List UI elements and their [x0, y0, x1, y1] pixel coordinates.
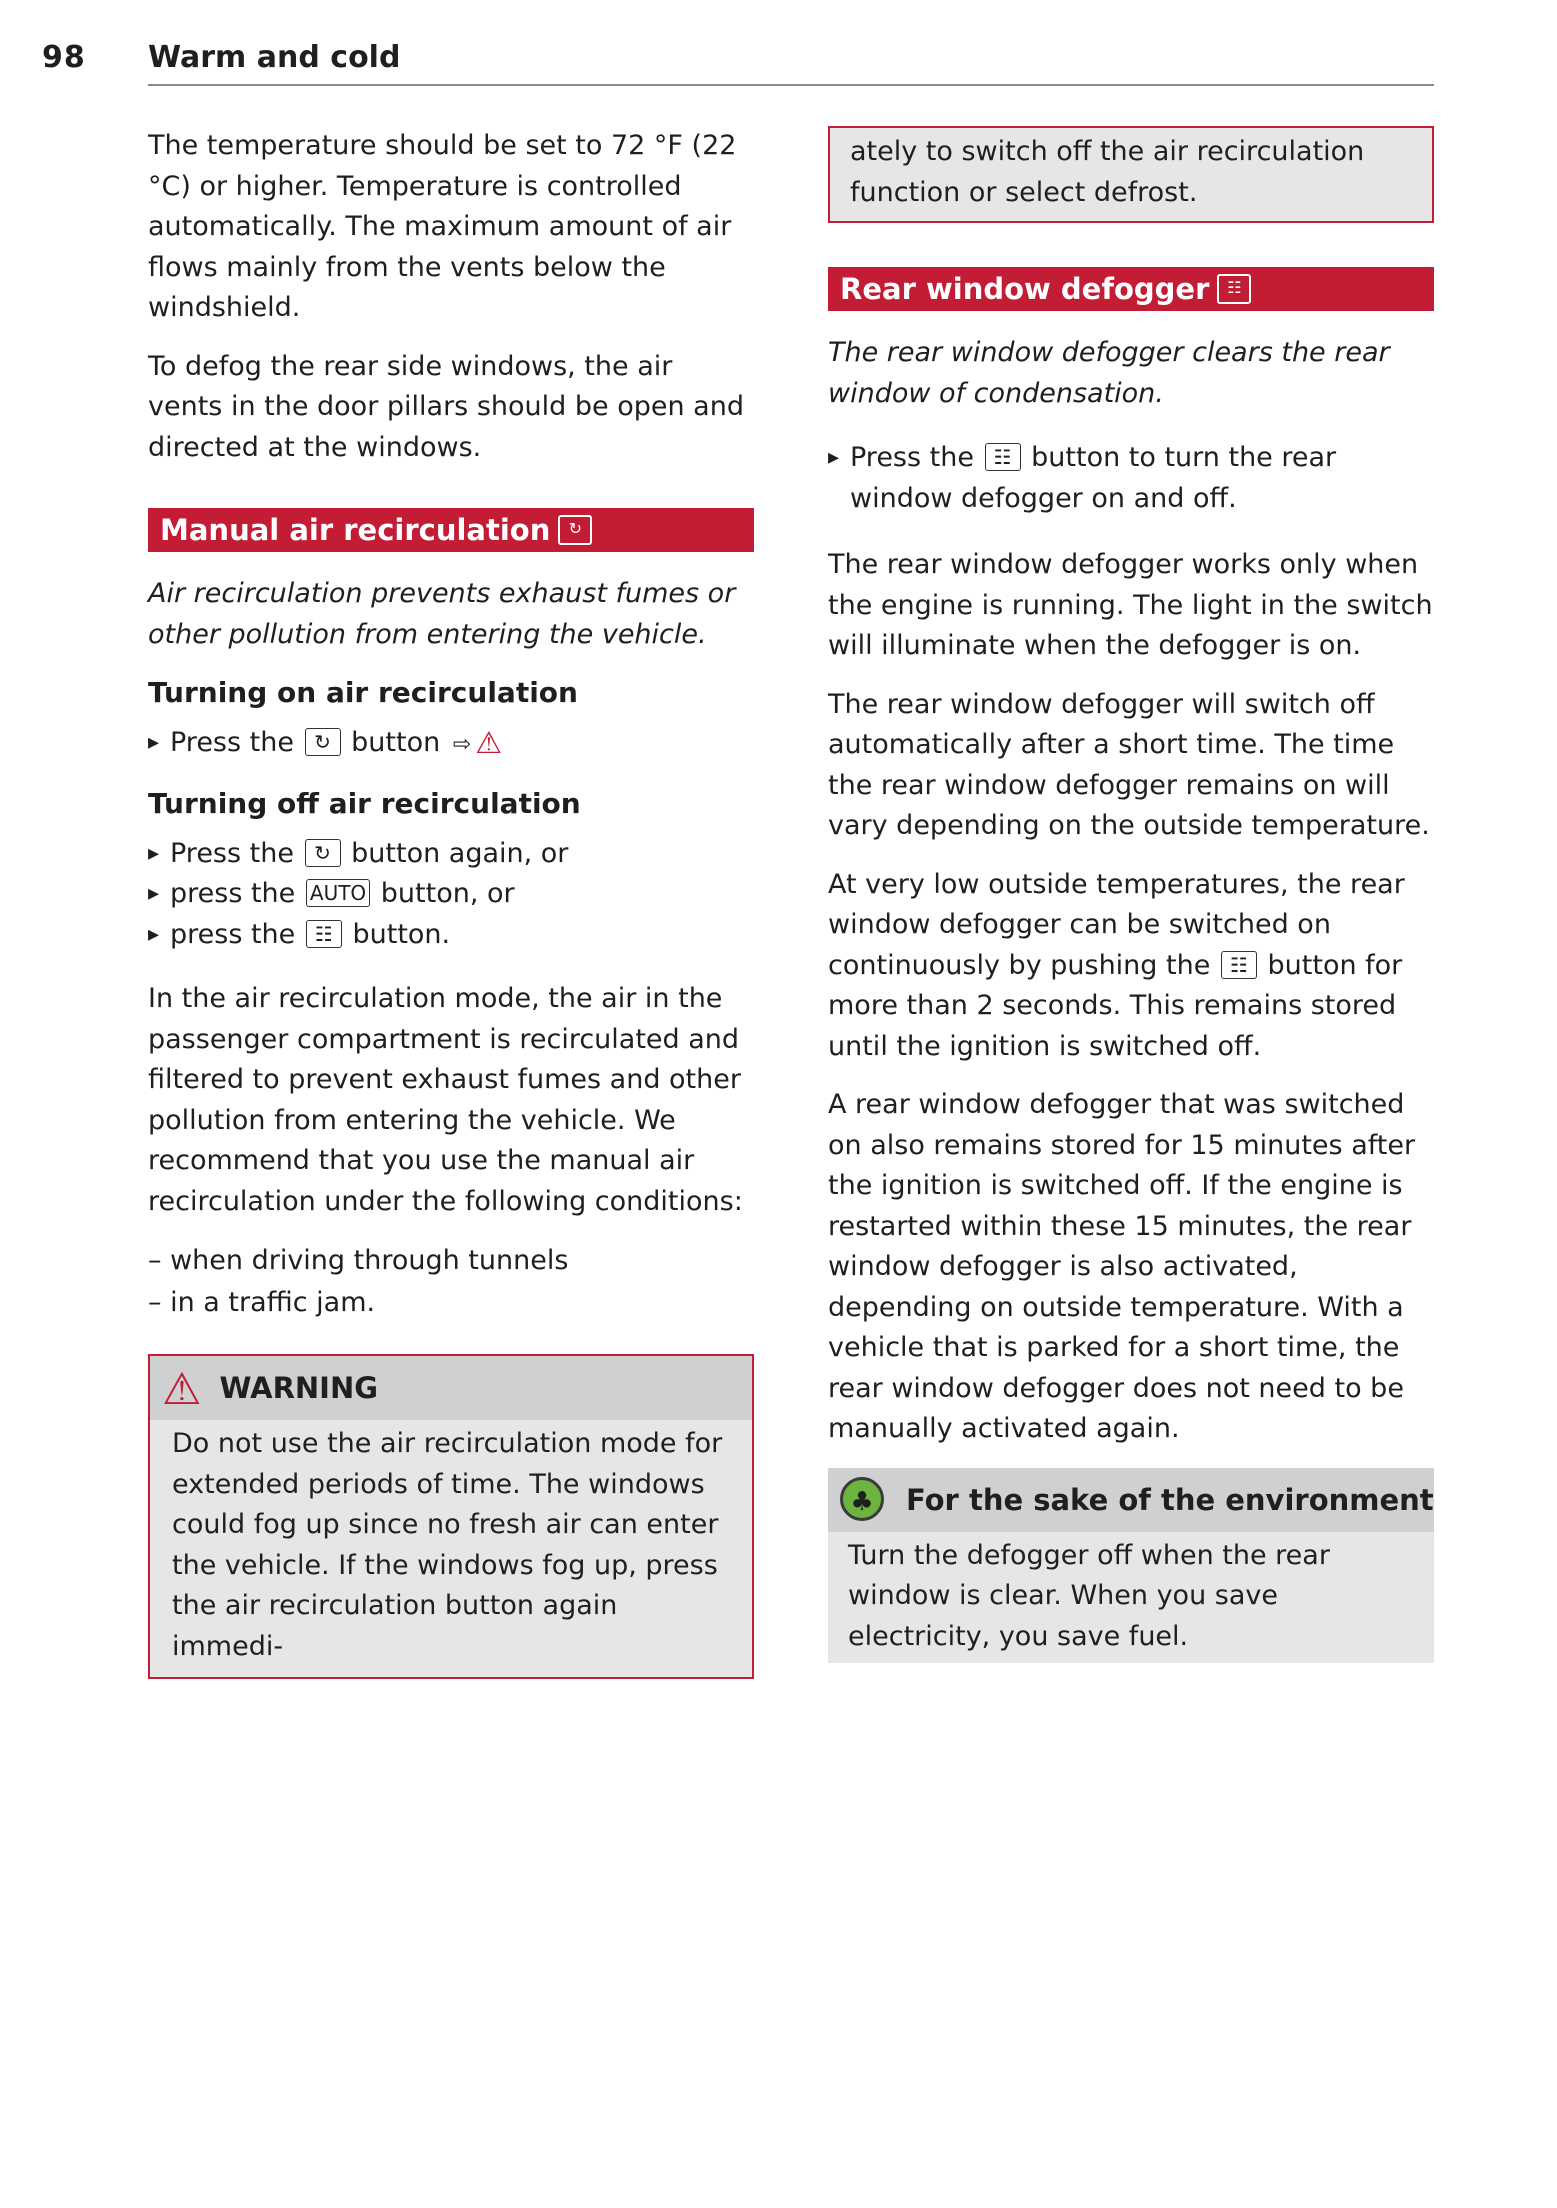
warning-header: [150, 1356, 752, 1420]
defrost-button-icon: ☷: [306, 920, 342, 948]
list-item: ▸ Press the ↻ button ⇨ ⚠: [148, 723, 754, 766]
defogger-steps: [828, 438, 1434, 519]
environment-title: For the sake of the environment: [906, 1482, 1434, 1517]
rear-defogger-button-icon: ☷: [1221, 951, 1257, 979]
list-item: ▸ Press the ↻ button again, or: [148, 834, 754, 875]
warning-continuation-box: [828, 126, 1434, 223]
reference-arrow-icon: ⇨: [452, 732, 472, 757]
section-heading-manual-recirculation: [148, 508, 754, 552]
environment-body: [828, 1532, 1434, 1664]
tree-icon: ♣: [840, 1477, 884, 1521]
list-item: ▸ press the AUTO button, or: [148, 874, 754, 915]
recirculation-button-icon: ↻: [305, 839, 341, 867]
recirculation-button-icon: ↻: [305, 728, 341, 756]
list-item: ▸ press the ☷ button.: [148, 915, 754, 956]
warning-body: [150, 1420, 752, 1677]
running-title: Warm and cold: [148, 40, 401, 75]
rear-defogger-icon: ☷: [1217, 274, 1251, 304]
right-column: [828, 126, 1434, 1663]
list-item: ▸ Press the ☷ button to turn the rear window defogger on and off.: [828, 438, 1434, 519]
subheading-turning-off: Turning off air recirculation: [148, 786, 581, 820]
warning-text: Do not use the air recirculation mode for extended periods of time. The windows could fog up since no fresh air can enter the vehicle. If the windows fog up, press the air recirculation button again immedi-: [172, 1428, 723, 1662]
subheading-turning-on: Turning on air recirculation: [148, 676, 578, 709]
left-column: [148, 126, 754, 1679]
list-item: – in a traffic jam.: [148, 1287, 376, 1318]
warning-box: [148, 1354, 754, 1679]
environment-text: Turn the defogger off when the rear window is clear. When you save electricity, you save fuel.: [848, 1539, 1330, 1652]
temperature-paragraph: The temperature should be set to 72 °F (22 °C) or higher. Temperature is controlled automatically. The maximum amount of air flows mainly from the vents below the windshield.: [148, 130, 737, 323]
turn-off-steps: [148, 834, 754, 956]
page-number: 98: [42, 40, 86, 75]
section-title: Rear window defogger: [840, 272, 1210, 306]
defogger-stored-paragraph: A rear window defogger that was switched on also remains stored for 15 minutes after the ignition is switched off. If the engine is restarted within these 15 minutes, the rear window defogger is also activated, depending on outside temperature. With a vehicle that is parked for a short time, the rear window defogger does not need to be manually activated again.: [828, 1089, 1416, 1444]
defogger-low-temp-paragraph: At very low outside temperatures, the rear window defogger can be switched on continuously by pushing the ☷ button for more than 2 seconds. This remains stored until the ignition is switched off.: [828, 868, 1405, 1062]
section-heading-rear-defogger: [828, 267, 1434, 311]
defogger-engine-paragraph: The rear window defogger works only when the engine is running. The light in the switch will illuminate when the defogger is on.: [828, 549, 1433, 661]
defogger-auto-off-paragraph: The rear window defogger will switch off automatically after a short time. The time the rear window defogger remains on will vary depending on the outside temperature.: [828, 688, 1430, 841]
warning-continuation-text: ately to switch off the air recirculation function or select defrost.: [850, 136, 1365, 208]
auto-button-label: AUTO: [306, 879, 370, 907]
section-intro: The rear window defogger clears the rear window of condensation.: [828, 337, 1390, 409]
warning-title: WARNING: [219, 1371, 379, 1405]
section-title: Manual air recirculation: [160, 513, 551, 547]
warning-triangle-icon: ⚠: [475, 726, 503, 761]
conditions-list: [148, 1240, 754, 1324]
turn-on-steps: [148, 723, 754, 766]
defog-side-windows-paragraph: To defog the rear side windows, the air vents in the door pillars should be open and directed at the windows.: [148, 350, 744, 463]
recirculation-mode-paragraph: In the air recirculation mode, the air in the passenger compartment is recirculated and filtered to prevent exhaust fumes and other pollution from entering the vehicle. We recommend that you use the manual air recirculation under the following conditions:: [148, 983, 743, 1217]
section-intro: Air recirculation prevents exhaust fumes or other pollution from entering the vehicle.: [148, 578, 736, 650]
header-rule: [148, 84, 1434, 86]
list-item: – when driving through tunnels: [148, 1245, 569, 1276]
warning-triangle-icon: ⚠: [162, 1364, 202, 1415]
environment-box: [828, 1468, 1434, 1664]
recirculation-icon: ↻: [558, 515, 592, 545]
rear-defogger-button-icon: ☷: [985, 443, 1021, 471]
environment-header: [828, 1468, 1434, 1532]
